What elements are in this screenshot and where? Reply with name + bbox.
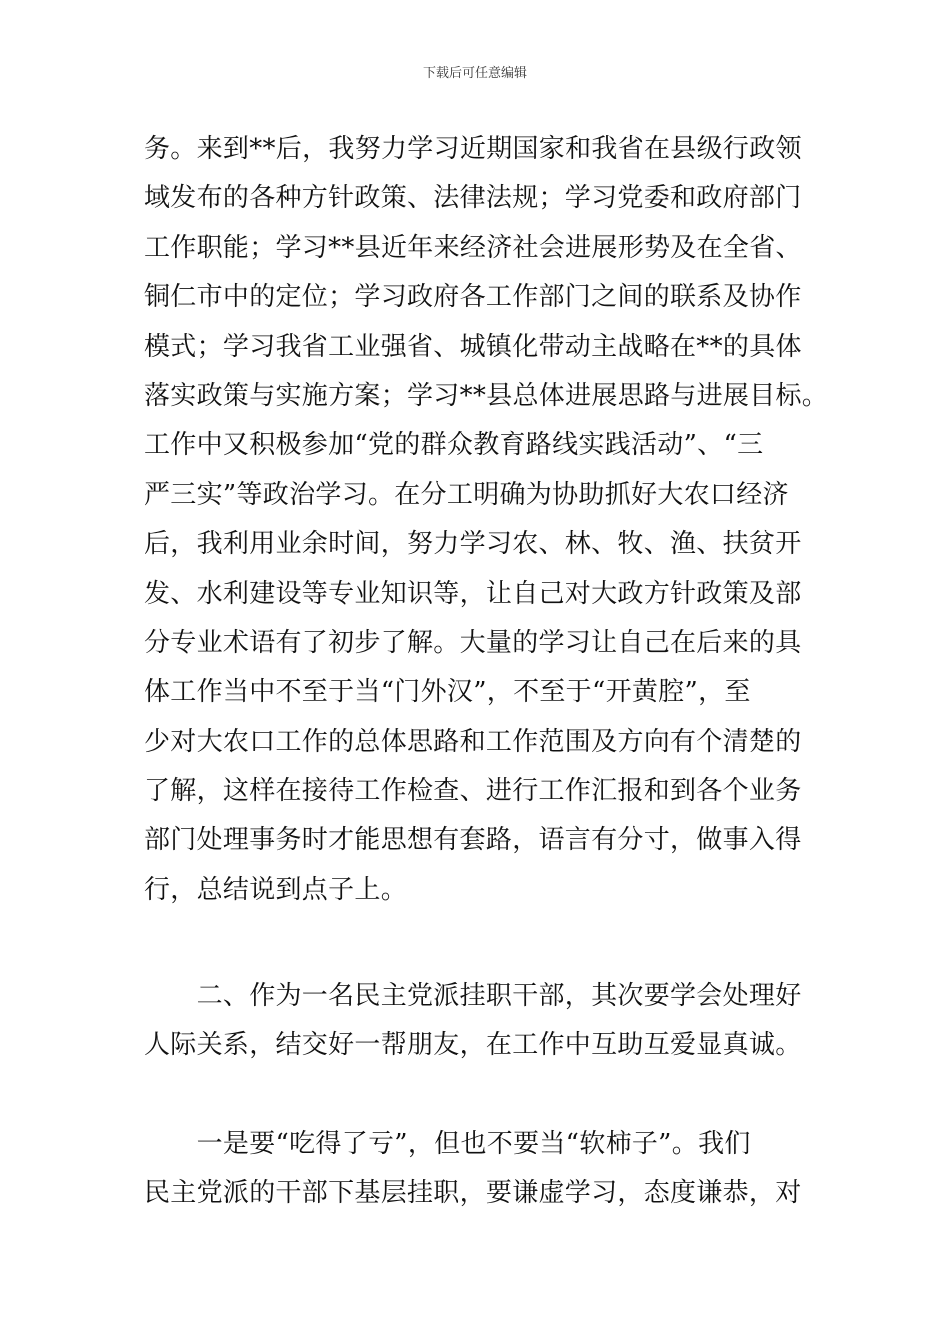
text-line: 了解，这样在接待工作检查、进行工作汇报和到各个业务 xyxy=(144,776,802,807)
paragraph-point-one xyxy=(144,1120,814,1219)
text-line: 域发布的各种方针政策、法律法规；学习党委和政府部门 xyxy=(144,183,802,214)
paragraph-section-two xyxy=(144,972,814,1071)
text-line: 体工作当中不至于当“门外汉”，不至于“开黄腔”，至 xyxy=(144,677,751,708)
text-line: 发、水利建设等专业知识等，让自己对大政方针政策及部 xyxy=(144,578,802,609)
text-line: 模式；学习我省工业强省、城镇化带动主战略在**的具体 xyxy=(144,331,802,362)
text-line: 工作职能；学习**县近年来经济社会进展形势及在全省、 xyxy=(144,232,802,263)
text-line: 务。来到**后，我努力学习近期国家和我省在县级行政领 xyxy=(144,134,802,164)
text-line: 分专业术语有了初步了解。大量的学习让自己在后来的具 xyxy=(144,627,802,658)
text-line: 部门处理事务时才能思想有套路，语言有分寸，做事入得 xyxy=(144,825,802,856)
text-line: 严三实”等政治学习。在分工明确为协助抓好大农口经济 xyxy=(144,479,789,510)
paragraph-study xyxy=(144,125,829,915)
page-header: 下载后可任意编辑 xyxy=(422,66,527,81)
text-line: 后，我利用业余时间，努力学习农、林、牧、渔、扶贫开 xyxy=(144,529,802,560)
text-line: 人际关系，结交好一帮朋友，在工作中互助互爱显真诚。 xyxy=(144,1030,802,1061)
text-line: 落实政策与实施方案；学习**县总体进展思路与进展目标。 xyxy=(144,380,829,411)
text-line: 工作中又积极参加“党的群众教育路线实践活动”、“三 xyxy=(144,430,764,461)
text-line: 二、作为一名民主党派挂职干部，其次要学会处理好 xyxy=(144,981,802,1011)
text-line: 少对大农口工作的总体思路和工作范围及方向有个清楚的 xyxy=(144,726,802,757)
text-line: 铜仁市中的定位；学习政府各工作部门之间的联系及协作 xyxy=(144,282,802,313)
text-line: 一是要“吃得了亏”，但也不要当“软柿子”。我们 xyxy=(144,1129,751,1159)
text-line: 行，总结说到点子上。 xyxy=(144,874,408,905)
text-line: 民主党派的干部下基层挂职，要谦虚学习，态度谦恭，对 xyxy=(144,1178,802,1209)
